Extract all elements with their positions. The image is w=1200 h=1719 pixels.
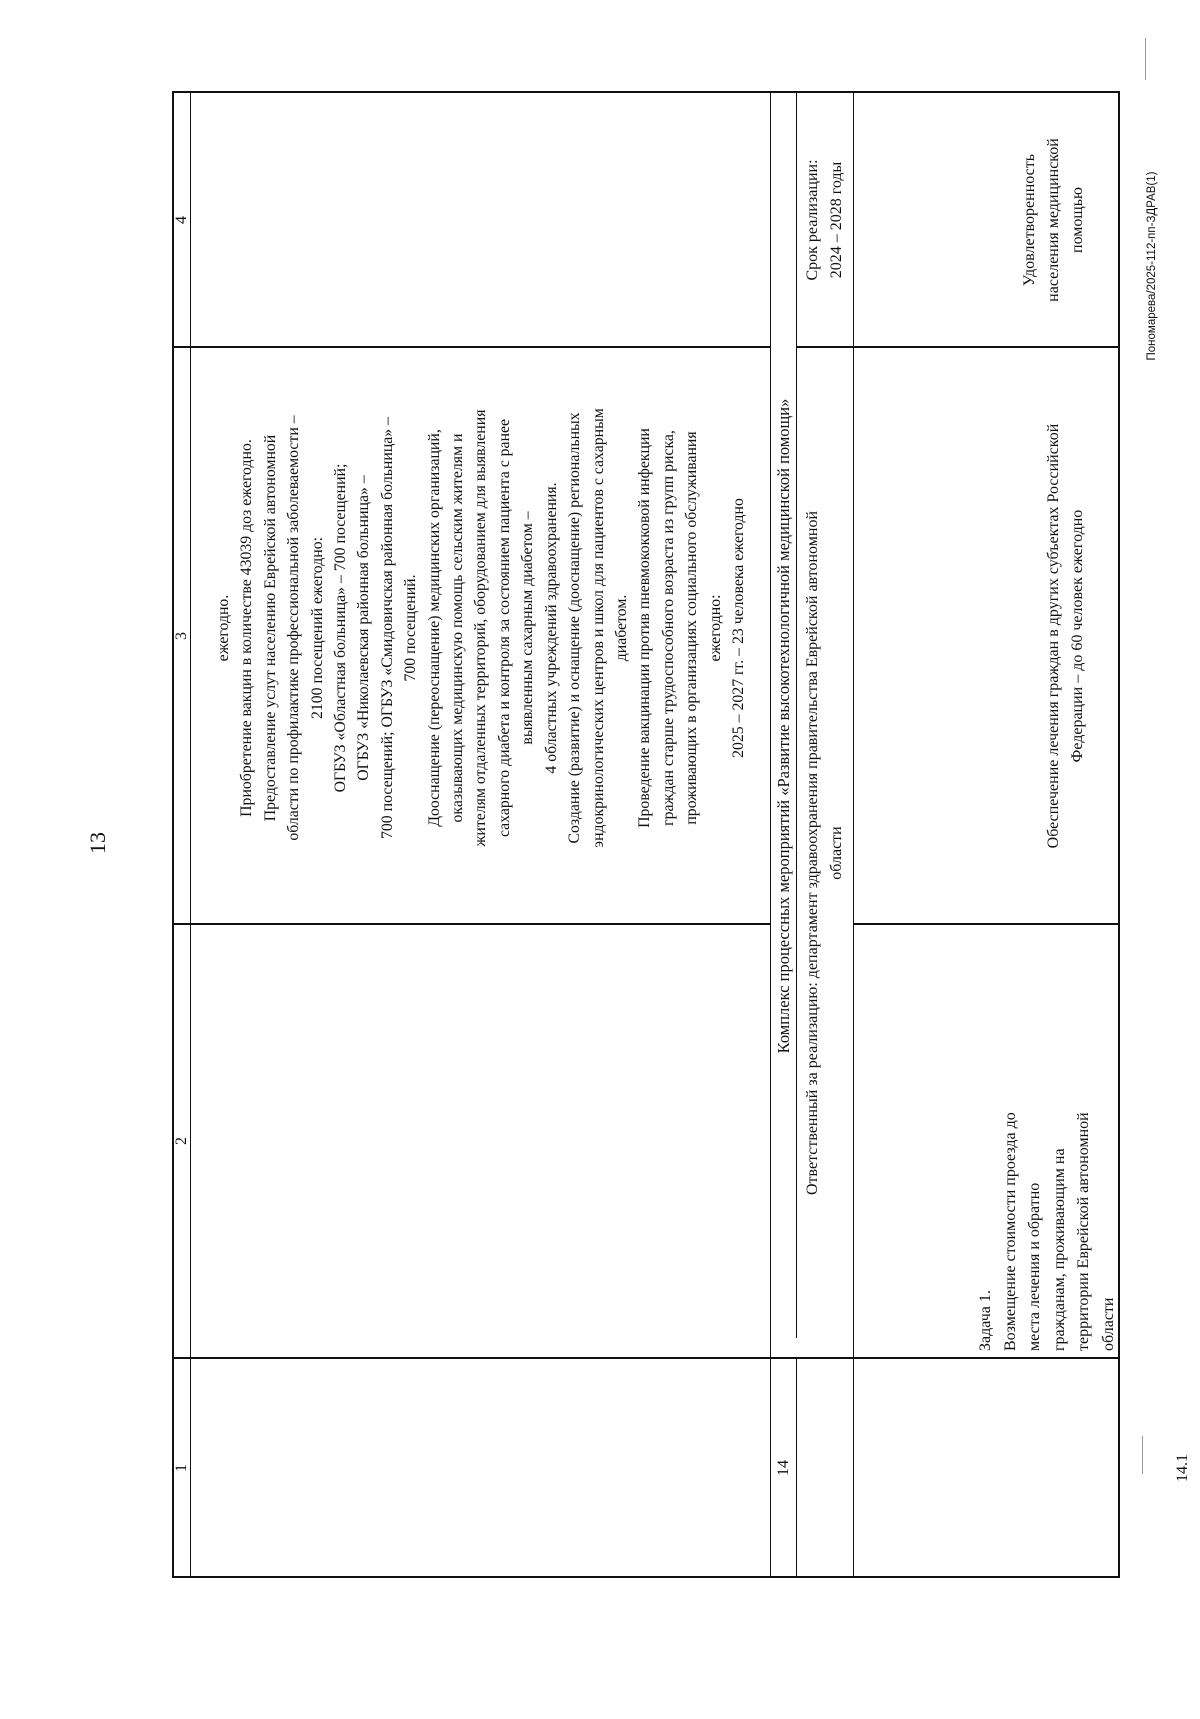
- header-cell-2: 2: [173, 1137, 190, 1145]
- activity-line: Дооснащение (переоснащение) медицинских организаций,: [424, 428, 442, 827]
- term-line: Срок реализации:: [804, 158, 821, 281]
- activity-line: оказывающих медицинскую помощь сельским жителям и: [448, 433, 466, 822]
- activity-line: ОГБУЗ «Николаевская районная больница» –: [354, 474, 372, 781]
- indicator-cell: [854, 93, 1118, 346]
- indicator-line: Удовлетворенность: [1021, 153, 1038, 286]
- indicator-line: населения медицинской: [1045, 137, 1062, 302]
- responsible-cell: [797, 348, 853, 1357]
- footer-id-text: Пономарева/2025-112-пп-ЗДРАВ(1): [1146, 171, 1158, 361]
- task-line: Возмещение стоимости проезда до: [1001, 1112, 1019, 1351]
- term-cell: [797, 93, 853, 346]
- row14-1-number-cell: 14.1: [1174, 1453, 1191, 1482]
- activity-line: ежегодно.: [214, 594, 232, 661]
- header-cell-3: 3: [173, 631, 190, 640]
- task-line: Задача 1.: [977, 1290, 995, 1351]
- header-cell-4: 4: [173, 215, 190, 224]
- activity-line: выявленным сахарным диабетом –: [518, 510, 536, 745]
- term-line: 2024 – 2028 годы: [828, 161, 845, 278]
- responsible-line: области: [828, 825, 845, 880]
- page-number: 13: [85, 832, 110, 854]
- scan-mark-top: [1145, 38, 1146, 80]
- activity-line: проживающих в организациях социального обслуживания: [682, 430, 700, 825]
- activities-text: [211, 348, 749, 908]
- activity-line: граждан старше трудоспособного возраста из групп риска,: [659, 429, 677, 826]
- activity-line: Приобретение вакцин в количестве 43039 доз ежегодно.: [237, 438, 255, 817]
- activity-line: диабетом.: [612, 594, 630, 661]
- activity-line: 700 посещений; ОГБУЗ «Смидовичская районная больница» –: [378, 416, 396, 839]
- result-text: [1042, 356, 1090, 916]
- indicator-text: [1018, 100, 1090, 340]
- header-cell-1: 1: [173, 1463, 190, 1472]
- responsible-line: Ответственный за реализацию: департамент здравоохранения правительства Еврейской автономной: [804, 510, 821, 1195]
- row14-title-cell: Комплекс процессных мероприятий «Развитие высокотехнологичной медицинской помощи»: [773, 398, 793, 1054]
- task-line: территории Еврейской автономной: [1075, 1112, 1093, 1351]
- activity-line: ОГБУЗ «Областная больница» – 700 посещений;: [331, 463, 349, 792]
- activity-line: 2100 посещений ежегодно:: [307, 536, 325, 719]
- document-footer-id: [1142, 113, 1162, 419]
- table-border-bottom: [172, 1576, 1120, 1578]
- task-line: области: [1100, 1297, 1118, 1351]
- scan-mark-bottom: [1142, 1436, 1143, 1474]
- activity-line: Проведение вакцинации против пневмококковой инфекции: [635, 427, 653, 828]
- task-line: гражданам, проживающим на: [1051, 1148, 1068, 1351]
- result-line: Обеспечение лечения граждан в других субъектах Российской: [1045, 423, 1062, 848]
- term-text: [801, 100, 849, 340]
- task-text: [974, 931, 1122, 1351]
- activity-line: 700 посещений.: [401, 573, 419, 682]
- result-cell: [854, 348, 1118, 923]
- table-border-right: [1118, 91, 1120, 1578]
- activity-line: 2025 – 2027 гг. – 23 человека ежегодно: [729, 497, 747, 758]
- activity-line: области по профилактике профессиональной заболеваемости –: [284, 414, 302, 841]
- activities-cell: [191, 348, 770, 923]
- activity-line: 4 областных учреждений здравоохранения.: [542, 481, 560, 774]
- activity-line: Предоставление услут населению Еврейской автономной: [261, 434, 279, 821]
- activity-line: эндокринологических центров и школ для пациентов с сахарным: [588, 407, 606, 848]
- responsible-text: [801, 353, 849, 1353]
- task-cell: [854, 925, 1118, 1357]
- activity-line: Создание (развитие) и оснащение (дооснащение) региональных: [565, 411, 583, 844]
- activity-line: сахарного диабета и контроля за состоянием пациента с ранее: [495, 418, 513, 837]
- activity-line: ежегодно:: [705, 593, 723, 662]
- task-line: места лечения и обратно: [1026, 1182, 1044, 1351]
- row14-number-cell: 14: [774, 1459, 792, 1476]
- activity-line: жителям отдаленных территорий, оборудованием для выявления: [471, 409, 489, 846]
- result-line: Федерации – до 60 человек ежегодно: [1069, 509, 1086, 762]
- indicator-line: помощью: [1069, 186, 1086, 253]
